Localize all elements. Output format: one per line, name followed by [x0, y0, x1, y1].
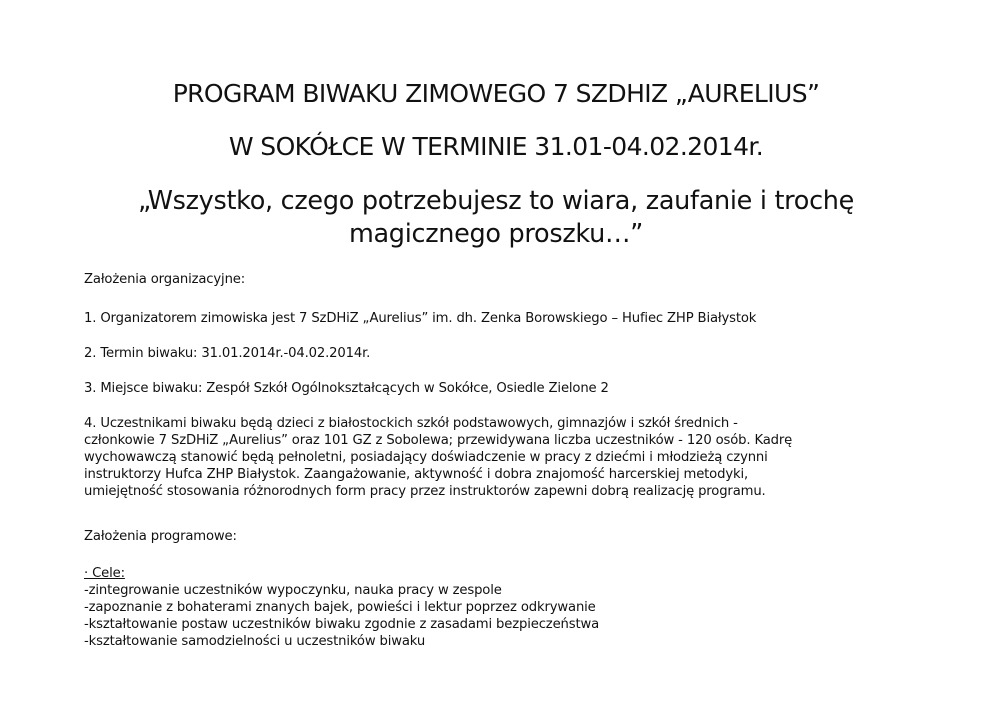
- item-4-line-3: wychowawczą stanowić będą pełnoletni, posiadający doświadczenie w pracy z dziećmi i młodzieżą czynni: [84, 450, 768, 465]
- item-4-line-5: umiejętność stosowania różnorodnych form pracy przez instruktorów zapewni dobrą realizację programu.: [84, 484, 766, 499]
- item-4-line-2: członkowie 7 SzDHiZ „Aurelius” oraz 101 GZ z Sobolewa; przewidywana liczba uczestników - 120 osób. Kadrę: [84, 433, 793, 448]
- organizational-item-1: 1. Organizatorem zimowiska jest 7 SzDHiZ „Aurelius” im. dh. Zenka Borowskiego – Hufiec ZHP Białystok: [84, 311, 757, 326]
- organizational-item-3: 3. Miejsce biwaku: Zespół Szkół Ogólnokształcących w Sokółce, Osiedle Zielone 2: [84, 381, 609, 396]
- motto-quote: „Wszystko, czego potrzebujesz to wiara, zaufanie i trochę magicznego proszku…”: [137, 186, 855, 249]
- program-heading: Założenia programowe:: [84, 529, 237, 544]
- goal-item-1: -zintegrowanie uczestników wypoczynku, nauka pracy w zespole: [84, 583, 502, 598]
- organizational-item-2: 2. Termin biwaku: 31.01.2014r.-04.02.2014r.: [84, 346, 371, 361]
- item-4-line-1: 4. Uczestnikami biwaku będą dzieci z białostockich szkół podstawowych, gimnazjów i szkół średnich -: [84, 416, 738, 431]
- item-4-line-4: instruktorzy Hufca ZHP Białystok. Zaangażowanie, aktywność i dobra znajomość harcerskiej metodyki,: [84, 467, 749, 482]
- goals-list: [84, 565, 924, 650]
- goal-item-2: -zapoznanie z bohaterami znanych bajek, powieści i lektur poprzez odkrywanie: [84, 600, 596, 615]
- document-title-line-2: W SOKÓŁCE W TERMINIE 31.01-04.02.2014r.: [228, 132, 764, 161]
- goal-item-4: -kształtowanie samodzielności u uczestników biwaku: [84, 634, 426, 649]
- organizational-item-4: [84, 415, 924, 500]
- organizational-heading: Założenia organizacyjne:: [84, 272, 246, 287]
- goals-heading: · Cele:: [84, 566, 125, 581]
- goal-item-3: -kształtowanie postaw uczestników biwaku zgodnie z zasadami bezpieczeństwa: [84, 617, 600, 632]
- document-title-line-1: PROGRAM BIWAKU ZIMOWEGO 7 SZDHIZ „AURELIUS”: [172, 79, 820, 108]
